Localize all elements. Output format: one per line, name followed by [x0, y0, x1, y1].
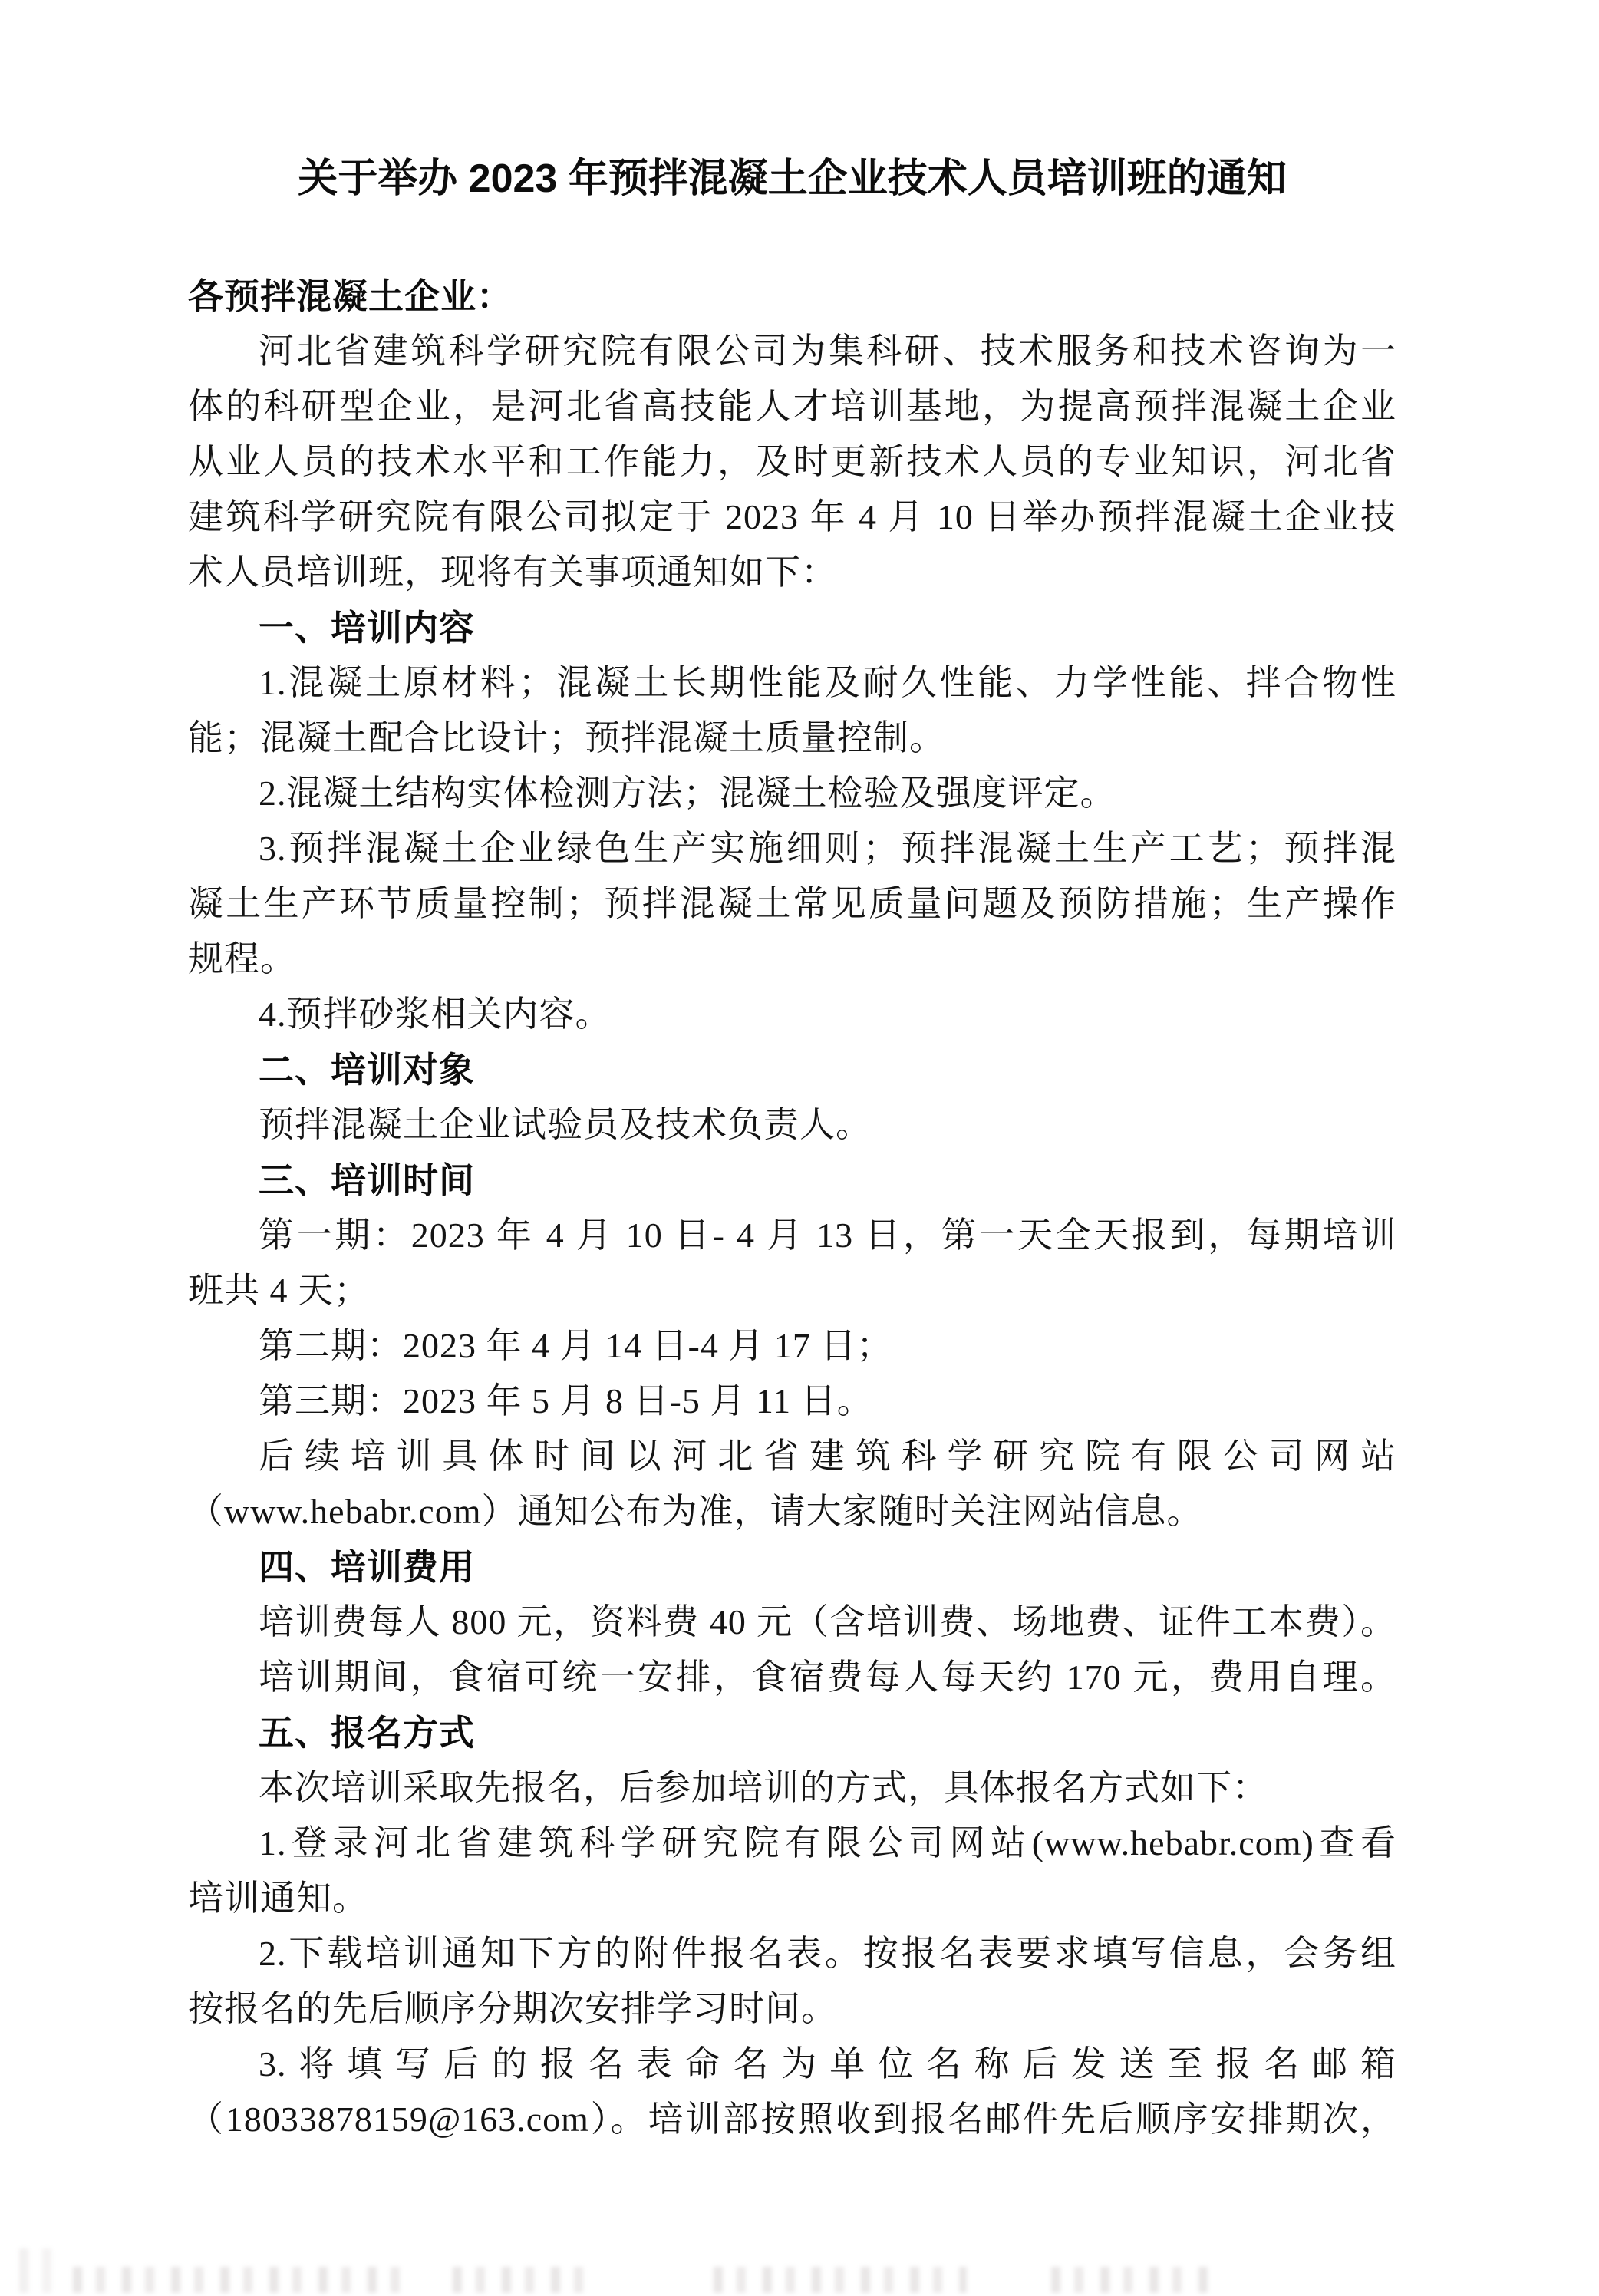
doc-line: 培训期间，食宿可统一安排，食宿费每人每天约 170 元，费用自理。	[259, 1658, 1396, 1697]
doc-line: 第二期：2023 年 4 月 14 日-4 月 17 日；	[259, 1326, 893, 1365]
doc-line: 第一期：2023 年 4 月 10 日- 4 月 13 日，第一天全天报到，每期培训	[259, 1216, 1396, 1255]
page-title: 关于举办 2023 年预拌混凝土企业技术人员培训班的通知	[298, 157, 1287, 201]
doc-line: 2.下载培训通知下方的附件报名表。按报名表要求填写信息，会务组	[259, 1934, 1396, 1973]
doc-line: 培训通知。	[188, 1879, 368, 1918]
doc-line: 3.将填写后的报名表命名为单位名称后发送至报名邮箱	[259, 2044, 1396, 2083]
heading-training-content: 一、培训内容	[259, 608, 475, 648]
scan-artifact	[73, 2267, 403, 2293]
scan-artifact	[714, 2267, 967, 2293]
doc-line: 1.登录河北省建筑科学研究院有限公司网站(www.hebabr.com)查看	[259, 1823, 1396, 1862]
doc-line: 术人员培训班，现将有关事项通知如下：	[188, 553, 837, 592]
doc-line: （18033878159@163.com）。培训部按照收到报名邮件先后顺序安排期次，	[188, 2100, 1396, 2139]
scan-artifact	[453, 2267, 598, 2293]
scan-artifact	[1051, 2267, 1212, 2293]
doc-line: 培训费每人 800 元，资料费 40 元（含培训费、场地费、证件工本费）。	[259, 1602, 1396, 1641]
doc-line: 第三期：2023 年 5 月 8 日-5 月 11 日。	[259, 1381, 873, 1420]
scan-artifact	[19, 2248, 65, 2293]
doc-line: 3.预拌混凝土企业绿色生产实施细则；预拌混凝土生产工艺；预拌混	[259, 829, 1396, 868]
doc-line: 规程。	[188, 939, 296, 978]
heading-training-target: 二、培训对象	[259, 1050, 475, 1090]
doc-line: 本次培训采取先报名，后参加培训的方式，具体报名方式如下：	[259, 1768, 1268, 1807]
document-body	[188, 269, 1396, 2147]
doc-line: 2.混凝土结构实体检测方法；混凝土检验及强度评定。	[259, 774, 1116, 813]
doc-line: 4.预拌砂浆相关内容。	[259, 995, 612, 1034]
doc-line: 从业人员的技术水平和工作能力，及时更新技术人员的专业知识，河北省	[188, 442, 1396, 481]
doc-line: 体的科研型企业，是河北省高技能人才培训基地，为提高预拌混凝土企业	[188, 387, 1396, 426]
doc-line: 1.混凝土原材料；混凝土长期性能及耐久性能、力学性能、拌合物性	[259, 663, 1396, 702]
doc-line: 班共 4 天；	[188, 1271, 370, 1310]
doc-line: （www.hebabr.com）通知公布为准，请大家随时关注网站信息。	[188, 1492, 1203, 1531]
heading-training-fee: 四、培训费用	[259, 1547, 475, 1587]
doc-line: 后续培训具体时间以河北省建筑科学研究院有限公司网站	[259, 1437, 1396, 1476]
doc-line: 河北省建筑科学研究院有限公司为集科研、技术服务和技术咨询为一	[259, 332, 1396, 371]
doc-line: 凝土生产环节质量控制；预拌混凝土常见质量问题及预防措施；生产操作	[188, 884, 1396, 923]
doc-line: 预拌混凝土企业试验员及技术负责人。	[259, 1105, 872, 1144]
doc-line: 按报名的先后顺序分期次安排学习时间。	[188, 1989, 837, 2028]
heading-training-time: 三、培训时间	[259, 1160, 475, 1200]
doc-line: 能；混凝土配合比设计；预拌混凝土质量控制。	[188, 718, 945, 757]
salutation: 各预拌混凝土企业：	[188, 276, 513, 316]
doc-line: 建筑科学研究院有限公司拟定于 2023 年 4 月 10 日举办预拌混凝土企业技	[188, 497, 1396, 536]
heading-registration: 五、报名方式	[259, 1713, 475, 1753]
